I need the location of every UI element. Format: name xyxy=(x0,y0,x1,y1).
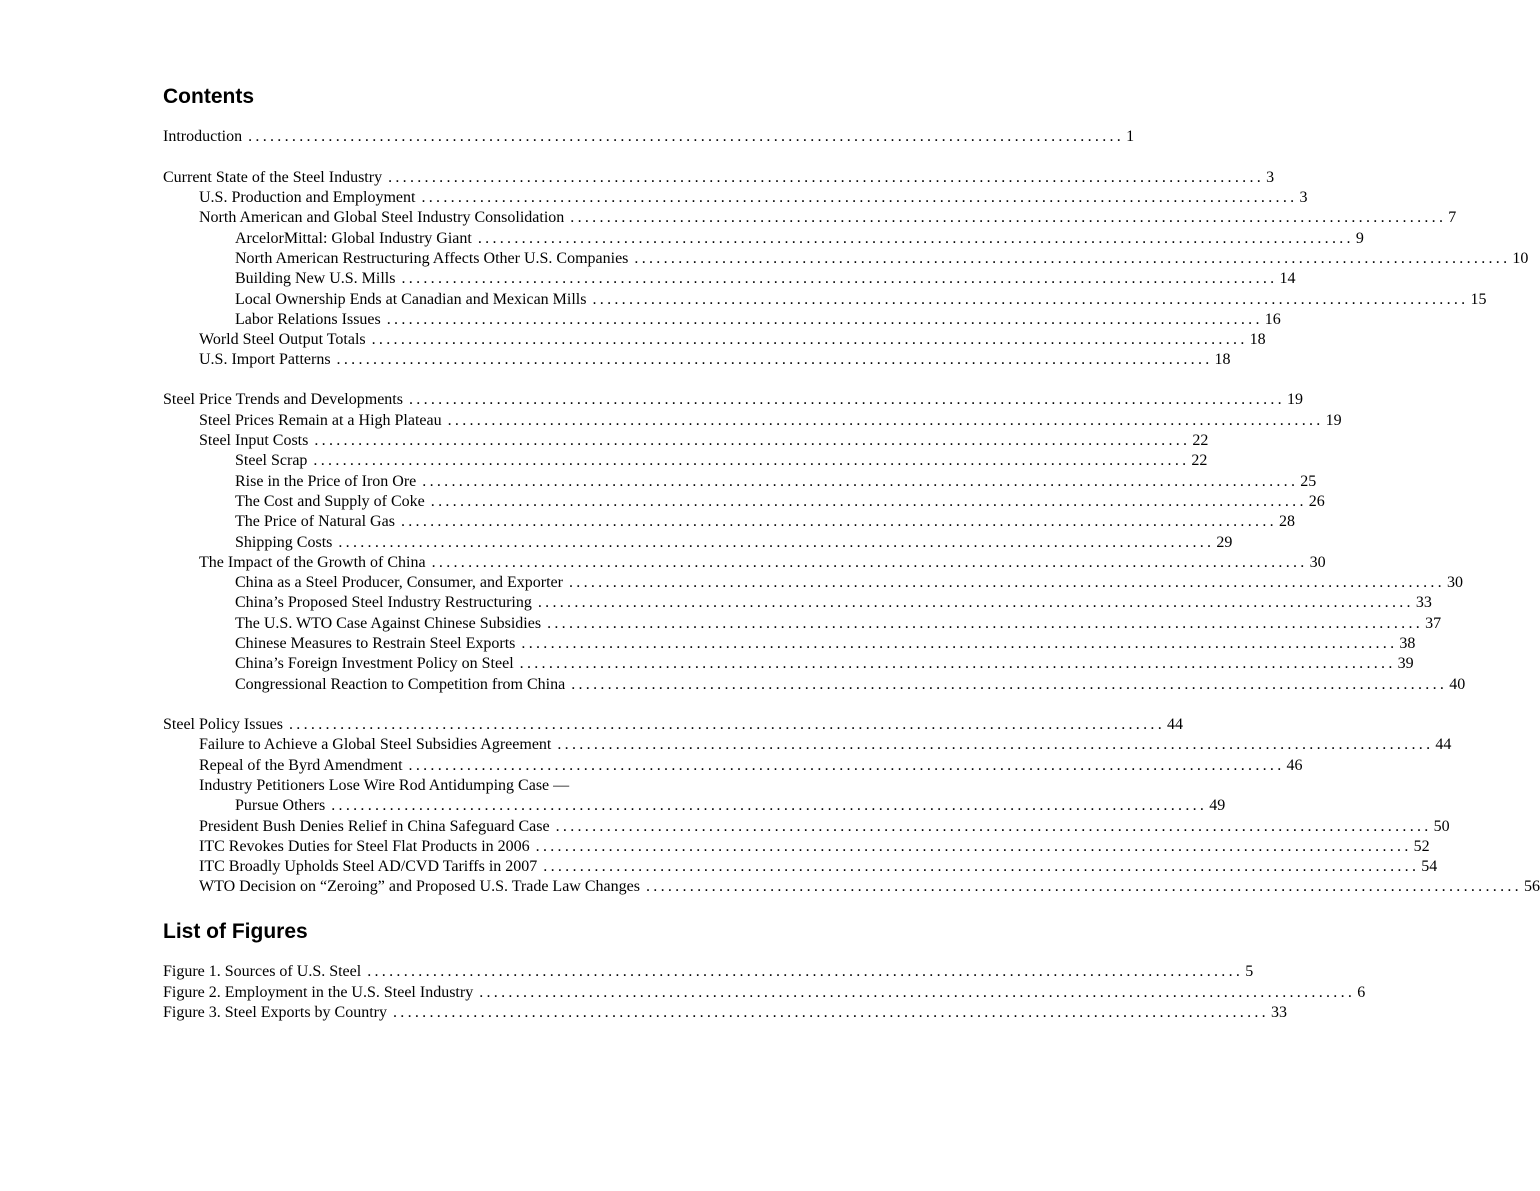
toc-entry[interactable] xyxy=(235,290,1487,310)
toc-entry-title: Building New U.S. Mills xyxy=(235,270,396,287)
dot-leader: ........................................................................................................................ xyxy=(422,473,1299,490)
toc-entry-page: 22 xyxy=(1192,432,1209,449)
dot-leader: ........................................................................................................................ xyxy=(431,554,1308,571)
toc-entry-page: 52 xyxy=(1413,838,1430,855)
toc-entry[interactable] xyxy=(235,492,1325,512)
toc-entry[interactable] xyxy=(163,390,1303,410)
toc-entry[interactable] xyxy=(235,796,1226,816)
toc-entry-page: 30 xyxy=(1309,554,1326,571)
toc-entry-page: 14 xyxy=(1279,270,1296,287)
toc-entry-title: Repeal of the Byrd Amendment xyxy=(199,757,403,774)
toc-entry-title: Chinese Measures to Restrain Steel Exports xyxy=(235,635,516,652)
toc-entry-title: Steel Prices Remain at a High Plateau xyxy=(199,412,442,429)
toc-entry-page: 19 xyxy=(1325,412,1342,429)
toc-entry-title: ITC Revokes Duties for Steel Flat Products in 2006 xyxy=(199,838,530,855)
toc-entry[interactable] xyxy=(235,593,1432,613)
toc-entry-page: 18 xyxy=(1249,331,1266,348)
dot-leader: ........................................................................................................................ xyxy=(248,128,1125,145)
dot-leader: ........................................................................................................................ xyxy=(479,984,1356,1001)
dot-leader: ........................................................................................................................ xyxy=(400,513,1277,530)
toc-entry-page: 44 xyxy=(1435,736,1452,753)
toc-entry[interactable] xyxy=(199,188,1308,208)
dot-leader: ........................................................................................................................ xyxy=(447,412,1324,429)
toc-entry[interactable] xyxy=(235,249,1529,269)
figure-entry[interactable] xyxy=(163,983,1366,1003)
toc-entry-page: 16 xyxy=(1264,311,1281,328)
dot-leader: ........................................................................................................................ xyxy=(571,676,1448,693)
toc-entry[interactable] xyxy=(235,269,1296,289)
dot-leader: ........................................................................................................................ xyxy=(547,615,1424,632)
dot-leader: ........................................................................................................................ xyxy=(331,797,1208,814)
toc-entry-page: 7 xyxy=(1448,209,1457,226)
toc-entry-page: 26 xyxy=(1308,493,1325,510)
toc-entry-page: 18 xyxy=(1214,351,1231,368)
dot-leader: ........................................................................................................................ xyxy=(336,351,1213,368)
toc-entry-page: 10 xyxy=(1512,250,1529,267)
toc-entry-title: Steel Input Costs xyxy=(199,432,309,449)
toc-entry-page: 3 xyxy=(1299,189,1308,206)
toc-entry-page: 19 xyxy=(1286,391,1303,408)
toc-entry-page: 33 xyxy=(1415,594,1432,611)
dot-leader: ........................................................................................................................ xyxy=(408,391,1285,408)
dot-leader: ........................................................................................................................ xyxy=(568,574,1445,591)
dot-leader: ........................................................................................................................ xyxy=(592,291,1469,308)
figure-entry[interactable] xyxy=(163,1003,1287,1023)
toc-entry[interactable] xyxy=(163,168,1275,188)
figure-entry-title: Figure 1. Sources of U.S. Steel xyxy=(163,963,362,980)
toc-entry-page: 28 xyxy=(1278,513,1295,530)
dot-leader: ........................................................................................................................ xyxy=(401,270,1278,287)
toc-entry-page: 22 xyxy=(1191,452,1208,469)
dot-leader: ........................................................................................................................ xyxy=(338,534,1215,551)
toc-entry[interactable] xyxy=(199,411,1342,431)
toc-entry[interactable] xyxy=(235,573,1463,593)
toc-entry-title: U.S. Import Patterns xyxy=(199,351,331,368)
toc-entry-title: North American and Global Steel Industry Consolidation xyxy=(199,209,565,226)
toc-entry[interactable] xyxy=(235,472,1317,492)
dot-leader: ........................................................................................................................ xyxy=(537,594,1414,611)
toc-entry[interactable] xyxy=(199,756,1303,776)
dot-leader: ........................................................................................................................ xyxy=(477,230,1354,247)
toc-entry-page: 56 xyxy=(1523,878,1540,895)
figure-entry-title: Figure 3. Steel Exports by Country xyxy=(163,1004,387,1021)
toc-entry-title: ArcelorMittal: Global Industry Giant xyxy=(235,230,472,247)
dot-leader: ........................................................................................................................ xyxy=(543,858,1420,875)
toc-entry-title: Industry Petitioners Lose Wire Rod Antidumping Case — xyxy=(199,777,570,794)
toc-entry[interactable] xyxy=(199,735,1452,755)
toc-entry[interactable] xyxy=(199,857,1438,877)
toc-entry-page: 39 xyxy=(1397,655,1414,672)
figure-entry-title: Figure 2. Employment in the U.S. Steel Industry xyxy=(163,984,474,1001)
toc-entry-title: Shipping Costs xyxy=(235,534,333,551)
toc-entry[interactable] xyxy=(199,330,1266,350)
toc-entry[interactable] xyxy=(199,208,1457,228)
figure-entry-page: 5 xyxy=(1245,963,1254,980)
toc-entry[interactable] xyxy=(235,310,1281,330)
toc-entry[interactable] xyxy=(163,127,1135,147)
toc-entry-page: 30 xyxy=(1446,574,1463,591)
toc-entry-title: The Cost and Supply of Coke xyxy=(235,493,425,510)
toc-entry-page: 54 xyxy=(1421,858,1438,875)
contents-heading: Contents xyxy=(163,85,254,108)
toc-entry-title: Local Ownership Ends at Canadian and Mexican Mills xyxy=(235,291,587,308)
dot-leader: ........................................................................................................................ xyxy=(371,331,1248,348)
toc-entry-title: Failure to Achieve a Global Steel Subsidies Agreement xyxy=(199,736,552,753)
toc-entry[interactable] xyxy=(235,533,1233,553)
dot-leader: ........................................................................................................................ xyxy=(645,878,1522,895)
toc-entry[interactable] xyxy=(199,837,1430,857)
dot-leader: ........................................................................................................................ xyxy=(388,169,1265,186)
toc-entry-page: 49 xyxy=(1209,797,1226,814)
toc-entry-page: 38 xyxy=(1399,635,1416,652)
toc-entry-title: President Bush Denies Relief in China Safeguard Case xyxy=(199,818,550,835)
toc-entry[interactable] xyxy=(199,431,1209,451)
dot-leader: ........................................................................................................................ xyxy=(392,1004,1269,1021)
toc-entry[interactable] xyxy=(199,877,1540,897)
dot-leader: ........................................................................................................................ xyxy=(386,311,1263,328)
dot-leader: ........................................................................................................................ xyxy=(519,655,1396,672)
toc-entry[interactable] xyxy=(235,634,1416,654)
toc-entry[interactable] xyxy=(235,451,1208,471)
toc-entry-continued[interactable] xyxy=(199,776,758,796)
toc-entry[interactable] xyxy=(235,229,1364,249)
toc-entry-title: WTO Decision on “Zeroing” and Proposed U.S. Trade Law Changes xyxy=(199,878,640,895)
toc-entry-title: Steel Policy Issues xyxy=(163,716,283,733)
toc-entry-title: Congressional Reaction to Competition from China xyxy=(235,676,566,693)
toc-entry-page: 44 xyxy=(1167,716,1183,733)
toc-entry-title: U.S. Production and Employment xyxy=(199,189,416,206)
dot-leader: ........................................................................................................................ xyxy=(408,757,1285,774)
toc-entry-title: The U.S. WTO Case Against Chinese Subsidies xyxy=(235,615,542,632)
toc-entry-title: World Steel Output Totals xyxy=(199,331,366,348)
list-of-figures-heading: List of Figures xyxy=(163,920,308,943)
dot-leader: ........................................................................................................................ xyxy=(521,635,1398,652)
dot-leader: ........................................................................................................................ xyxy=(314,432,1191,449)
toc-entry-page: 3 xyxy=(1266,169,1275,186)
dot-leader: ........................................................................................................................ xyxy=(430,493,1307,510)
toc-entry-page: 50 xyxy=(1433,818,1450,835)
toc-entry-title: Current State of the Steel Industry xyxy=(163,169,383,186)
toc-entry-page: 1 xyxy=(1126,128,1135,145)
toc-entry[interactable] xyxy=(163,715,1183,735)
toc-entry[interactable] xyxy=(235,654,1414,674)
figure-entry-page: 6 xyxy=(1357,984,1366,1001)
toc-entry-title: China’s Foreign Investment Policy on Steel xyxy=(235,655,514,672)
dot-leader: ........................................................................................................................ xyxy=(535,838,1412,855)
dot-leader: ........................................................................................................................ xyxy=(634,250,1511,267)
toc-entry-title: Introduction xyxy=(163,128,243,145)
dot-leader: ........................................................................................................................ xyxy=(313,452,1190,469)
toc-entry[interactable] xyxy=(199,817,1450,837)
toc-entry-page: 9 xyxy=(1355,230,1364,247)
toc-entry-title: China’s Proposed Steel Industry Restructuring xyxy=(235,594,532,611)
figure-entry[interactable] xyxy=(163,962,1254,982)
toc-entry-page: 15 xyxy=(1470,291,1487,308)
toc-entry-title: Pursue Others xyxy=(235,797,326,814)
toc-entry-page: 29 xyxy=(1216,534,1233,551)
toc-entry-page: 40 xyxy=(1449,676,1466,693)
dot-leader: ........................................................................................................................ xyxy=(557,736,1434,753)
dot-leader: ........................................................................................................................ xyxy=(367,963,1244,980)
toc-entry-page: 37 xyxy=(1425,615,1442,632)
toc-entry[interactable] xyxy=(235,512,1295,532)
toc-entry-title: ITC Broadly Upholds Steel AD/CVD Tariffs in 2007 xyxy=(199,858,538,875)
toc-entry-page: 25 xyxy=(1300,473,1317,490)
toc-entry-title: Steel Price Trends and Developments xyxy=(163,391,403,408)
toc-entry-title: The Impact of the Growth of China xyxy=(199,554,426,571)
toc-entry[interactable] xyxy=(199,553,1326,573)
figure-entry-page: 33 xyxy=(1270,1004,1287,1021)
toc-entry-title: North American Restructuring Affects Other U.S. Companies xyxy=(235,250,629,267)
dot-leader: ........................................................................................................................ xyxy=(421,189,1298,206)
toc-entry-title: Steel Scrap xyxy=(235,452,308,469)
toc-entry[interactable] xyxy=(235,614,1442,634)
toc-entry-title: Rise in the Price of Iron Ore xyxy=(235,473,417,490)
dot-leader: ........................................................................................................................ xyxy=(570,209,1447,226)
toc-entry-page: 46 xyxy=(1286,757,1303,774)
dot-leader: ........................................................................................................................ xyxy=(289,716,1165,733)
toc-entry-title: Labor Relations Issues xyxy=(235,311,381,328)
toc-entry[interactable] xyxy=(235,675,1466,695)
toc-entry[interactable] xyxy=(199,350,1231,370)
dot-leader: ........................................................................................................................ xyxy=(555,818,1432,835)
toc-entry-title: China as a Steel Producer, Consumer, and Exporter xyxy=(235,574,563,591)
toc-entry-title: The Price of Natural Gas xyxy=(235,513,395,530)
